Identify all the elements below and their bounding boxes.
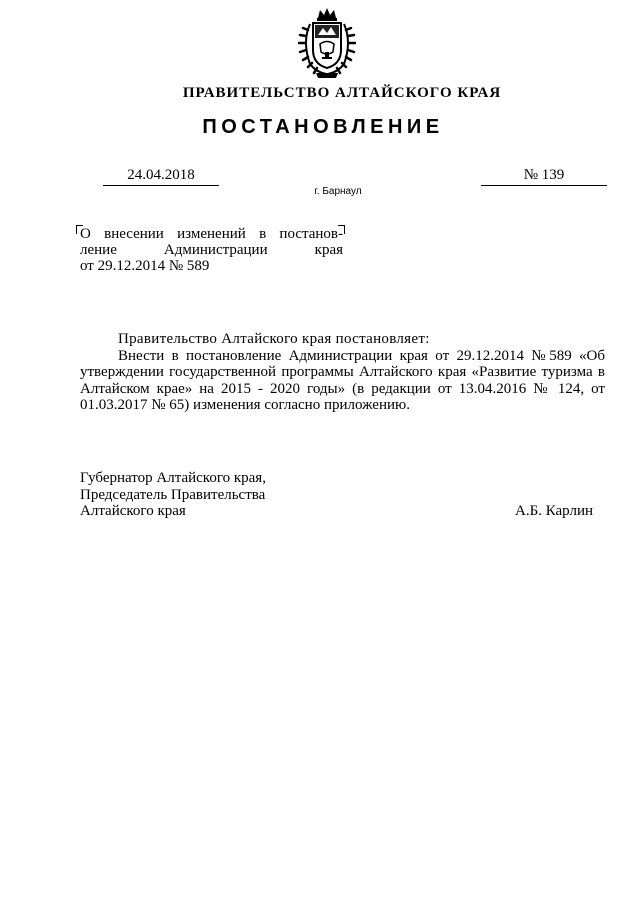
document-city: г. Барнаул [314,186,362,197]
document-subject [80,226,343,274]
signatory-position-line: Губернатор Алтайского края, [80,470,266,486]
document-body [80,331,605,414]
subject-line: О внесении изменений в постанов- [80,226,343,242]
signatory-name: А.Б. Карлин [515,503,594,519]
document-date: 24.04.2018 [103,166,219,186]
signatory-position-line: Председатель Правительства [80,486,266,503]
government-title: ПРАВИТЕЛЬСТВО АЛТАЙСКОГО КРАЯ [182,85,502,101]
subject-line: от 29.12.2014 № 589 [80,258,210,274]
document-type-title: ПОСТАНОВЛЕНИЕ [202,116,444,138]
preamble-text: Правительство Алтайского края постановляет: [118,331,430,347]
main-paragraph: Внести в постановление Администрации края от 29.12.2014 №589 «Об утверждении государственной программы Алтайского края «Развитие туризма в Алтайском крае» на 2015 - 2020 годы» (в редакции от 13.04.2016 № 124, от 01.03.2017 № 65) изменения согласно приложению. [80,347,605,413]
coat-of-arms-icon [298,6,356,82]
subject-line: ление Администрации края [80,242,343,258]
signatory-position-line: Алтайского края [80,503,186,519]
document-number: № 139 [481,166,607,186]
